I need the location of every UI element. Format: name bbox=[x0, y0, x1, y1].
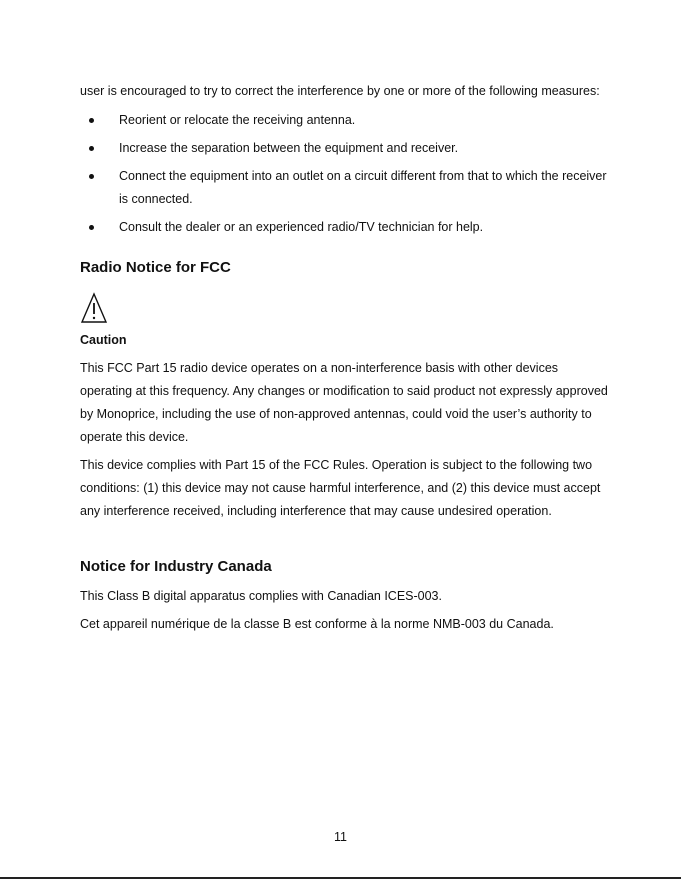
canada-paragraph: This Class B digital apparatus complies with Canadian ICES-003. bbox=[80, 589, 442, 603]
intro-paragraph: user is encouraged to try to correct the interference by one or more of the following measures: bbox=[80, 84, 600, 98]
list-item: Connect the equipment into an outlet on a circuit different from that to which the receiver is connected. bbox=[80, 165, 610, 211]
warning-triangle-icon bbox=[80, 291, 610, 325]
list-item: Consult the dealer or an experienced radio/TV technician for help. bbox=[80, 216, 610, 239]
list-item: Increase the separation between the equipment and receiver. bbox=[80, 137, 610, 160]
measures-list bbox=[80, 109, 610, 239]
industry-canada-heading: Notice for Industry Canada bbox=[80, 558, 272, 575]
radio-paragraph: This device complies with Part 15 of the FCC Rules. Operation is subject to the following two conditions: (1) this device may not cause harmful interference, and (2) this device must accept any interference received, including interference that may cause undesired operation. bbox=[80, 458, 601, 518]
bottom-divider bbox=[0, 877, 681, 879]
radio-paragraph: This FCC Part 15 radio device operates on a non-interference basis with other devices operating at this frequency. Any changes or modification to said product not expressly approved by Monoprice, including the use of non-approved antennas, could void the user’s authority to operate this device. bbox=[80, 361, 608, 444]
canada-paragraph: Cet appareil numérique de la classe B est conforme à la norme NMB-003 du Canada. bbox=[80, 617, 554, 631]
radio-notice-heading: Radio Notice for FCC bbox=[80, 259, 231, 276]
document-page bbox=[80, 80, 610, 636]
caution-label: Caution bbox=[80, 333, 127, 347]
page-number: 11 bbox=[334, 830, 347, 844]
list-item: Reorient or relocate the receiving antenna. bbox=[80, 109, 610, 132]
